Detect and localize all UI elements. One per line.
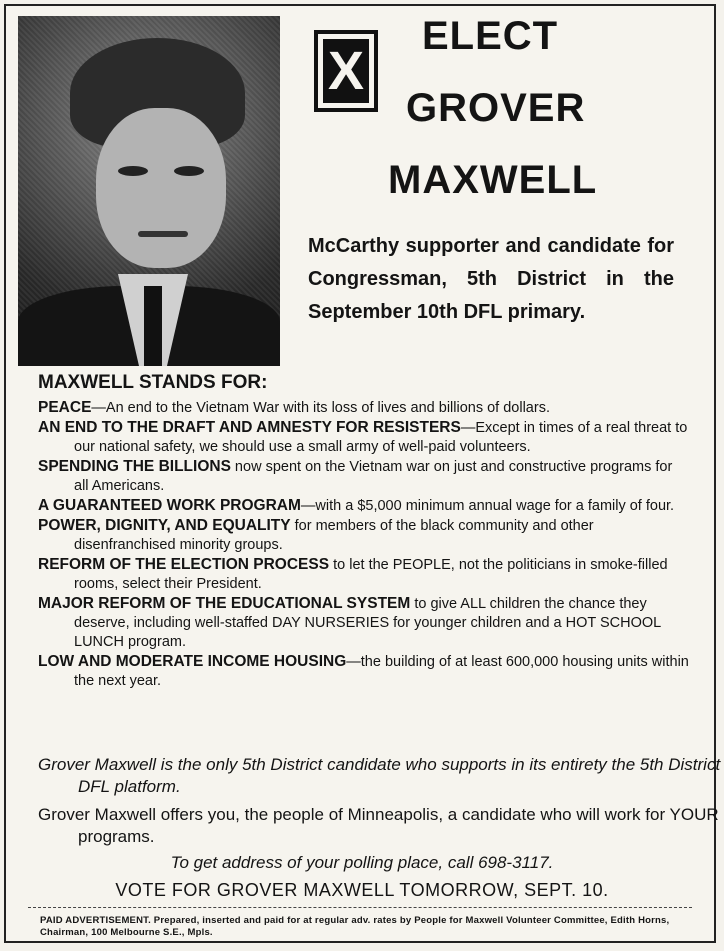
paid-advertisement-notice: PAID ADVERTISEMENT. Prepared, inserted and paid for at regular adv. rates by People for Maxwell Volunteer Committee, Edith Horns, Chairman, 100 Melbourne S.E., Mpls. xyxy=(40,915,670,938)
x-mark-icon: X xyxy=(323,39,369,103)
platform-list xyxy=(38,398,690,691)
platform-item: MAJOR REFORM OF THE EDUCATIONAL SYSTEM to give ALL children the chance they deserve, including well-staffed DAY NURSERIES for younger children and a HOT SCHOOL LUNCH program. xyxy=(38,595,661,650)
stands-for-heading: MAXWELL STANDS FOR: xyxy=(38,372,268,393)
platform-item: A GUARANTEED WORK PROGRAM—with a $5,000 minimum annual wage for a family of four. xyxy=(38,497,675,514)
divider xyxy=(28,907,692,908)
headline-grover: GROVER xyxy=(406,86,586,130)
ballot-check-box xyxy=(314,30,378,112)
candidate-photo xyxy=(18,16,280,366)
platform-item: LOW AND MODERATE INCOME HOUSING—the building of at least 600,000 housing units within the next year. xyxy=(38,653,689,689)
platform-item: POWER, DIGNITY, AND EQUALITY for members of the black community and other disenfranchised minority groups. xyxy=(38,517,594,553)
platform-claim: Grover Maxwell is the only 5th District candidate who supports in its entirety the 5th District DFL platform. xyxy=(38,755,721,796)
platform-item: PEACE—An end to the Vietnam War with its loss of lives and billions of dollars. xyxy=(38,399,550,416)
intro-text: McCarthy supporter and candidate for Congressman, 5th District in the September 10th DFL primary. xyxy=(308,235,674,323)
polling-place-info: To get address of your polling place, call 698-3117. xyxy=(170,853,554,872)
headline-elect: ELECT xyxy=(422,14,559,58)
platform-item: SPENDING THE BILLIONS now spent on the Vietnam war on just and constructive programs for all Americans. xyxy=(38,458,673,494)
platform-item: REFORM OF THE ELECTION PROCESS to let the PEOPLE, not the politicians in smoke-filled rooms, select their President. xyxy=(38,556,668,592)
platform-item: AN END TO THE DRAFT AND AMNESTY FOR RESISTERS—Except in times of a real threat to our national safety, we should use a small army of well-paid volunteers. xyxy=(38,419,688,455)
headline-maxwell: MAXWELL xyxy=(388,158,598,202)
candidate-offer: Grover Maxwell offers you, the people of Minneapolis, a candidate who will work for YOUR programs. xyxy=(38,805,719,846)
vote-call: VOTE FOR GROVER MAXWELL TOMORROW, SEPT. 10. xyxy=(115,880,609,900)
